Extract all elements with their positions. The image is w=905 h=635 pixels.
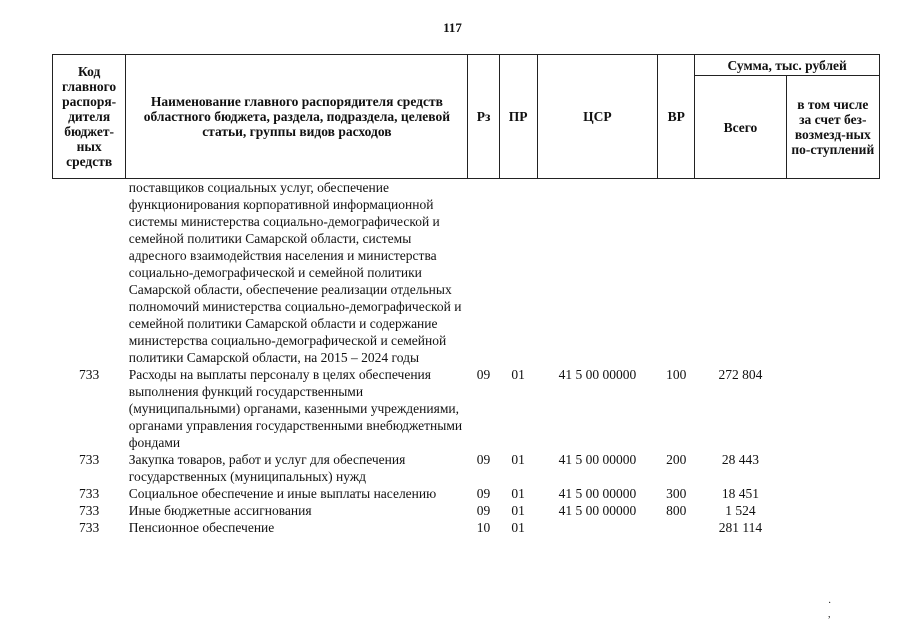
table-row [53,485,880,502]
header-pr: ПР [499,55,537,179]
row-csr: 41 5 00 00000 [558,486,637,501]
row-code: 733 [79,486,100,501]
row-pr: 01 [511,452,525,467]
table-row [53,502,880,519]
row-csr: 41 5 00 00000 [558,452,637,467]
row-pr: 01 [511,486,525,501]
header-csr: ЦСР [537,55,657,179]
row-total: 28 443 [721,452,759,467]
header-sum-group: Сумма, тыс. рублей [695,55,880,76]
row-code: 733 [79,503,100,518]
header-free-receipts: в том числе за счет без-возмезд-ных по-ступлений [786,76,879,179]
row-pr: 01 [511,503,525,518]
table-row [53,451,880,485]
row-vr: 800 [666,503,687,518]
row-csr [537,179,657,367]
row-name: поставщиков социальных услуг, обеспечение функционирования корпоративной информационной системы министерства социально-демографической и семейной политики Самарской области, системы адресного взаимодействия населения и министерства социально-демографической и семейной политики Самарской области, обеспечение реализации отдельных полномочий министерства социально-демографической и семейной политики Самарской области и содержание министерства социально-демографической и семейной политики Самарской области, на 2015 – 2024 годы [128,180,462,365]
header-total: Всего [695,76,786,179]
row-rz [468,179,499,367]
row-vr: 100 [666,367,687,382]
row-free-receipts [786,366,879,451]
header-vr: ВР [658,55,695,179]
page-number: 117 [443,20,462,35]
row-name: Пенсионное обеспечение [128,520,275,535]
row-vr [658,179,695,367]
row-pr [499,179,537,367]
row-pr: 01 [511,367,525,382]
row-total: 281 114 [718,520,763,535]
row-name: Закупка товаров, работ и услуг для обеспечения государственных (муниципальных) нужд [128,452,406,484]
row-code [53,179,126,367]
row-rz: 09 [476,486,491,501]
row-total: 272 804 [718,367,763,382]
row-code: 733 [79,452,100,467]
row-free-receipts [786,519,879,536]
row-rz: 09 [476,367,491,382]
row-total [695,179,786,367]
row-free-receipts [786,502,879,519]
row-rz: 10 [476,520,491,535]
table-row [53,366,880,451]
row-rz: 09 [476,452,491,467]
row-name: Иные бюджетные ассигнования [128,503,312,518]
table-header [53,55,880,179]
row-code: 733 [79,520,100,535]
table-row [53,179,880,367]
row-pr: 01 [511,520,525,535]
row-rz: 09 [476,503,491,518]
row-csr: 41 5 00 00000 [558,503,637,518]
row-vr: 200 [666,452,687,467]
row-total: 1 524 [725,503,756,518]
row-total: 18 451 [721,486,759,501]
row-csr [537,519,657,536]
table-row [53,519,880,536]
row-code: 733 [79,367,100,382]
row-name: Социальное обеспечение и иные выплаты населению [128,486,437,501]
row-csr: 41 5 00 00000 [558,367,637,382]
row-free-receipts [786,179,879,367]
scan-specks: · , [828,598,862,620]
row-free-receipts [786,451,879,485]
row-name: Расходы на выплаты персоналу в целях обеспечения выполнения функций государственными (муниципальными) органами, казенными учреждениями, органами управления государственными внебюджетными фондами [128,367,463,450]
row-free-receipts [786,485,879,502]
header-rz: Рз [468,55,499,179]
budget-table [52,54,880,536]
header-code: Код главного распоря-дителя бюджет-ных средств [53,55,126,179]
header-name: Наименование главного распорядителя средств областного бюджета, раздела, подраздела, целевой статьи, группы видов расходов [126,55,468,179]
table-body [53,179,880,537]
row-vr: 300 [666,486,687,501]
row-vr [658,519,695,536]
